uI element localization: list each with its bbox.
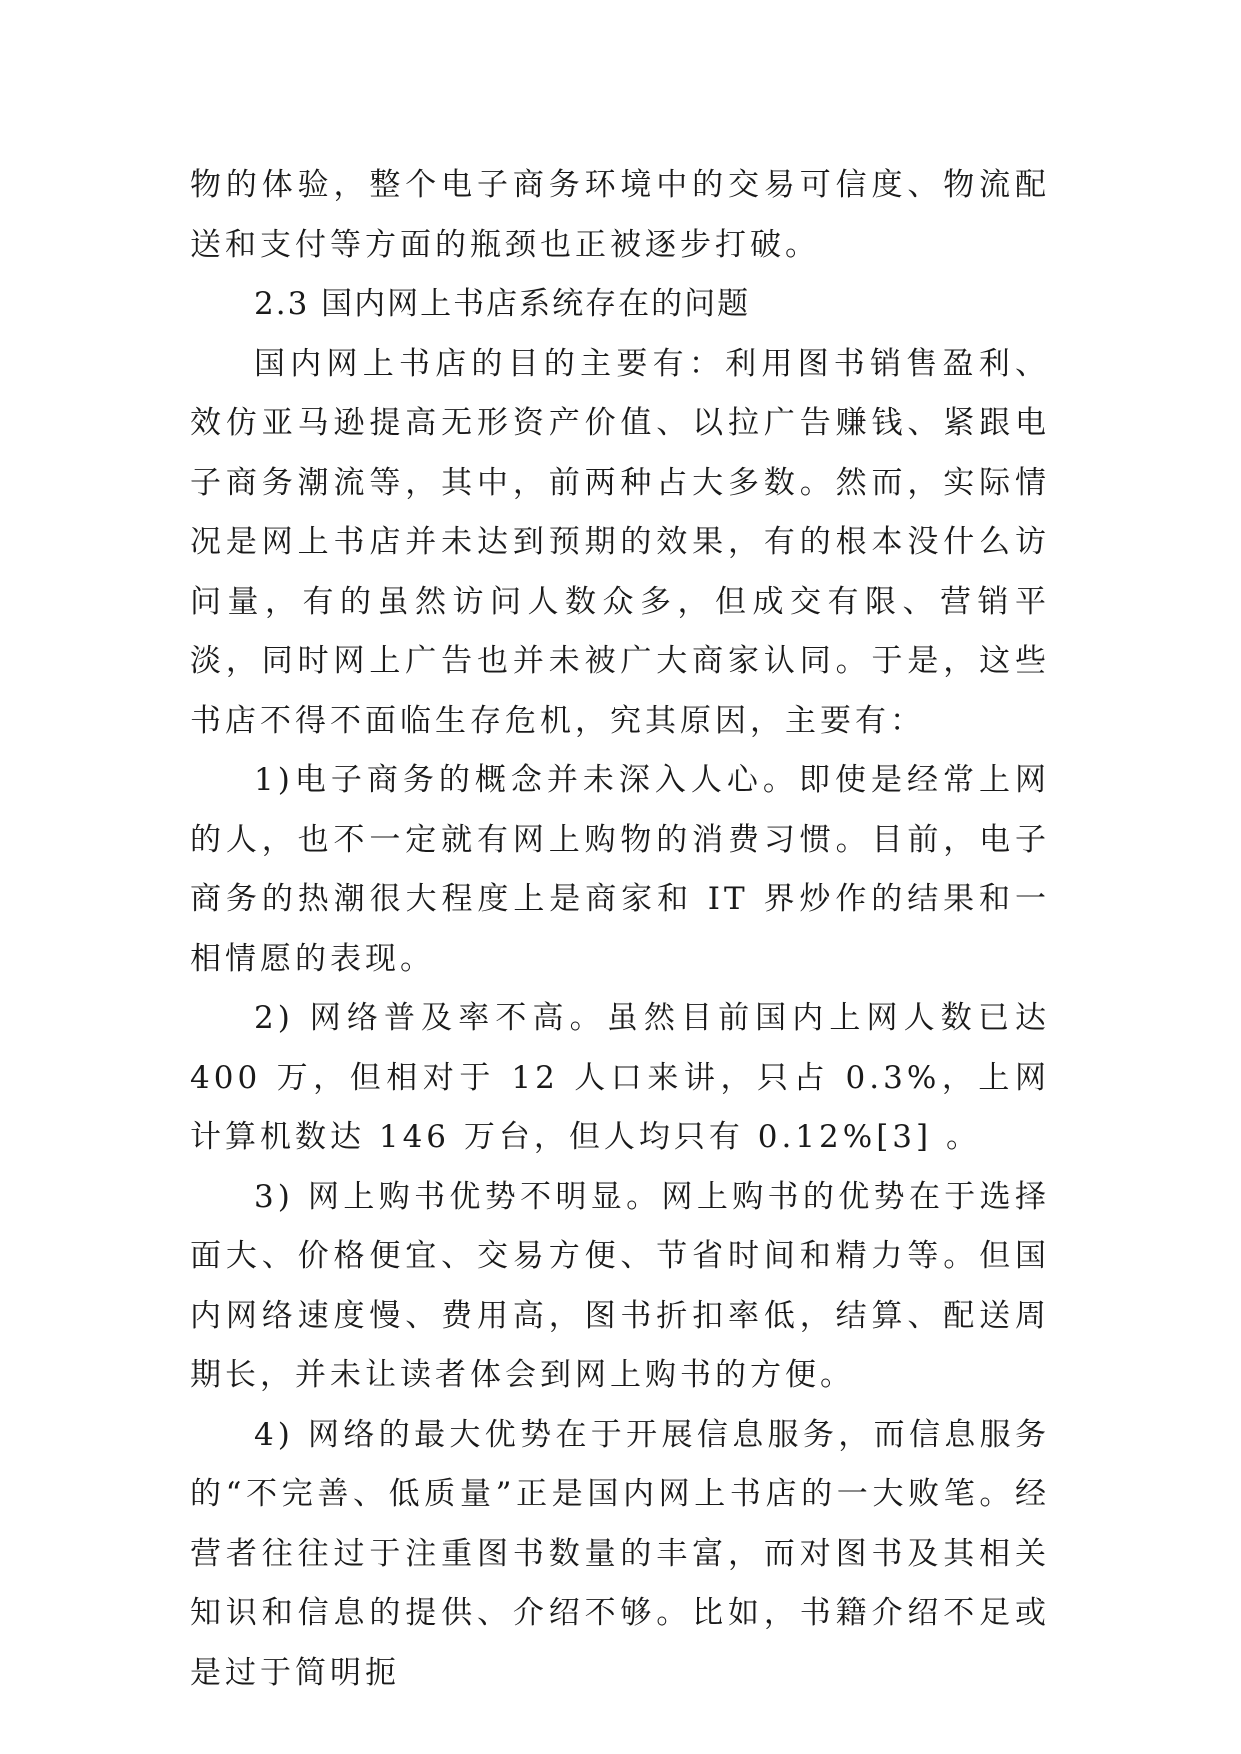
list-item-2: 2) 网络普及率不高。虽然目前国内上网人数已达 400 万，但相对于 12 人口来讲，只占 0.3%，上网计算机数达 146 万台，但人均只有 0.12%[3] 。 [190,1000,1050,1155]
list-item-1: 1)电子商务的概念并未深入人心。即使是经常上网的人，也不一定就有网上购物的消费习惯。目前，电子商务的热潮很大程度上是商家和 IT 界炒作的结果和一相情愿的表现。 [190,762,1050,977]
list-item-4: 4) 网络的最大优势在于开展信息服务，而信息服务的“不完善、低质量”正是国内网上书店的一大败笔。经营者往往过于注重图书数量的丰富，而对图书及其相关知识和信息的提供、介绍不够。比如，书籍介绍不足或是过于简明扼 [190,1416,1050,1691]
continuation-paragraph: 物的体验，整个电子商务环境中的交易可信度、物流配送和支付等方面的瓶颈也正被逐步打破。 [190,167,1050,263]
list-item-3: 3) 网上购书优势不明显。网上购书的优势在于选择面大、价格便宜、交易方便、节省时间和精力等。但国内网络速度慢、费用高，图书折扣率低，结算、配送周期长，并未让读者体会到网上购书的方便。 [190,1178,1050,1393]
document-page [190,156,1050,1703]
section-heading: 2.3 国内网上书店系统存在的问题 [254,286,751,322]
body-paragraph: 国内网上书店的目的主要有：利用图书销售盈利、效仿亚马逊提高无形资产价值、以拉广告赚钱、紧跟电子商务潮流等，其中，前两种占大多数。然而，实际情况是网上书店并未达到预期的效果，有的根本没什么访问量，有的虽然访问人数众多，但成交有限、营销平淡，同时网上广告也并未被广大商家认同。于是，这些书店不得不面临生存危机，究其原因，主要有： [190,345,1050,739]
